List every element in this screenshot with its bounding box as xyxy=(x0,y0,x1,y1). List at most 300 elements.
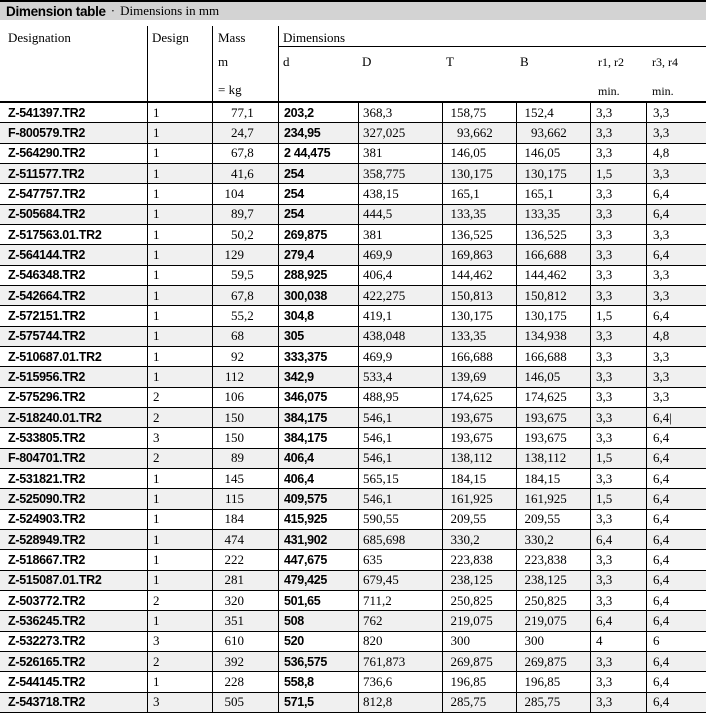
cell-r34: 6,4 xyxy=(646,449,706,468)
cell-mass: 222 xyxy=(212,550,278,569)
cell-T: 209 ,55 xyxy=(442,510,516,529)
cell-B: 93 ,662 xyxy=(516,123,590,142)
cell-mass: 112 xyxy=(212,367,278,386)
cell-r12: 3,3 xyxy=(590,103,646,122)
table-row xyxy=(0,469,706,489)
cell-mass: 281 xyxy=(212,571,278,590)
cell-mass: 129 xyxy=(212,245,278,264)
cell-d: 333,375 xyxy=(278,347,358,366)
cell-B: 193 ,675 xyxy=(516,408,590,427)
table-row xyxy=(0,286,706,306)
cell-mass: 351 xyxy=(212,611,278,630)
cell-d: 234,95 xyxy=(278,123,358,142)
cell-design: 1 xyxy=(147,123,212,142)
col-header-D: D xyxy=(362,54,372,69)
cell-D: 546,1 xyxy=(358,428,442,447)
cell-design: 1 xyxy=(147,672,212,691)
cell-designation[interactable]: Z-564290.TR2 xyxy=(8,146,85,161)
cell-r34: 3,3 xyxy=(646,164,706,183)
cell-B: 152 ,4 xyxy=(516,103,590,122)
cell-B: 136 ,525 xyxy=(516,225,590,244)
cell-B: 133 ,35 xyxy=(516,205,590,224)
cell-r34: 6,4| xyxy=(646,408,706,427)
cell-T: 93 ,662 xyxy=(442,123,516,142)
cell-d: 501,65 xyxy=(278,591,358,610)
cell-r34: 6,4 xyxy=(646,672,706,691)
cell-mass: 505 xyxy=(212,693,278,712)
cell-design: 1 xyxy=(147,144,212,163)
cell-D: 469,9 xyxy=(358,245,442,264)
cell-r34: 4,8 xyxy=(646,144,706,163)
table-row xyxy=(0,510,706,530)
cell-d: 254 xyxy=(278,205,358,224)
cell-design: 1 xyxy=(147,184,212,203)
table-row xyxy=(0,347,706,367)
table-row xyxy=(0,591,706,611)
cell-T: 150 ,813 xyxy=(442,286,516,305)
cell-T: 136 ,525 xyxy=(442,225,516,244)
cell-B: 250 ,825 xyxy=(516,591,590,610)
cell-D: 358,775 xyxy=(358,164,442,183)
cell-designation[interactable]: Z-543718.TR2 xyxy=(8,695,85,710)
cell-d: 254 xyxy=(278,164,358,183)
cell-r34: 6,4 xyxy=(646,571,706,590)
cell-d: 2 44,475 xyxy=(278,144,358,163)
cell-designation[interactable]: Z-515087.01.TR2 xyxy=(8,573,102,588)
cell-B: 165 ,1 xyxy=(516,184,590,203)
cell-designation[interactable]: Z-524903.TR2 xyxy=(8,512,85,527)
cell-designation[interactable]: Z-536245.TR2 xyxy=(8,613,85,628)
col-header-mass-unit: = kg xyxy=(218,82,242,97)
cell-T: 130 ,175 xyxy=(442,306,516,325)
cell-B: 300 xyxy=(516,632,590,651)
cell-T: 193 ,675 xyxy=(442,408,516,427)
cell-T: 174 ,625 xyxy=(442,388,516,407)
cell-r12: 3,3 xyxy=(590,428,646,447)
cell-T: 193 ,675 xyxy=(442,428,516,447)
cell-D: 381 xyxy=(358,144,442,163)
cell-B: 144 ,462 xyxy=(516,266,590,285)
cell-d: 384,175 xyxy=(278,408,358,427)
cell-mass: 41 ,6 xyxy=(212,164,278,183)
cell-r34: 6,4 xyxy=(646,306,706,325)
cell-D: 546,1 xyxy=(358,449,442,468)
cell-design: 1 xyxy=(147,510,212,529)
cell-T: 300 xyxy=(442,632,516,651)
col-group-dimensions: Dimensions xyxy=(283,30,346,45)
cell-r34: 6,4 xyxy=(646,652,706,671)
cell-design: 3 xyxy=(147,693,212,712)
cell-D: 711,2 xyxy=(358,591,442,610)
table-row xyxy=(0,388,706,408)
cell-r34: 3,3 xyxy=(646,123,706,142)
cell-D: 820 xyxy=(358,632,442,651)
cell-r12: 3,3 xyxy=(590,550,646,569)
cell-D: 438,048 xyxy=(358,327,442,346)
cell-d: 409,575 xyxy=(278,489,358,508)
title-separator-dot: · xyxy=(110,3,116,18)
cell-T: 238 ,125 xyxy=(442,571,516,590)
cell-D: 488,95 xyxy=(358,388,442,407)
cell-r34: 6,4 xyxy=(646,591,706,610)
cell-r12: 3,3 xyxy=(590,388,646,407)
table-row xyxy=(0,205,706,225)
cell-design: 1 xyxy=(147,611,212,630)
table-row xyxy=(0,693,706,713)
cell-r34: 3,3 xyxy=(646,347,706,366)
cell-B: 150 ,812 xyxy=(516,286,590,305)
cell-mass: 145 xyxy=(212,469,278,488)
cell-mass: 228 xyxy=(212,672,278,691)
table-row xyxy=(0,489,706,509)
cell-B: 330 ,2 xyxy=(516,530,590,549)
cell-d: 406,4 xyxy=(278,469,358,488)
cell-T: 158 ,75 xyxy=(442,103,516,122)
cell-d: 520 xyxy=(278,632,358,651)
cell-design: 3 xyxy=(147,428,212,447)
table-row xyxy=(0,571,706,591)
table-row xyxy=(0,652,706,672)
cell-mass: 77 ,1 xyxy=(212,103,278,122)
cell-d: 346,075 xyxy=(278,388,358,407)
cell-D: 565,15 xyxy=(358,469,442,488)
cell-T: 196 ,85 xyxy=(442,672,516,691)
cell-designation[interactable]: Z-542664.TR2 xyxy=(8,288,85,303)
cell-D: 381 xyxy=(358,225,442,244)
col-header-B: B xyxy=(520,54,529,69)
col-header-design: Design xyxy=(152,30,189,45)
cell-designation[interactable]: Z-515956.TR2 xyxy=(8,369,85,384)
cell-B: 193 ,675 xyxy=(516,428,590,447)
cell-B: 184 ,15 xyxy=(516,469,590,488)
cell-d: 508 xyxy=(278,611,358,630)
cell-d: 431,902 xyxy=(278,530,358,549)
cell-r34: 6,4 xyxy=(646,428,706,447)
cell-r12: 3,3 xyxy=(590,672,646,691)
cell-r12: 3,3 xyxy=(590,266,646,285)
cell-T: 250 ,825 xyxy=(442,591,516,610)
cell-D: 590,55 xyxy=(358,510,442,529)
col-header-r1-r2-min: min. xyxy=(598,84,620,98)
cell-r12: 1,5 xyxy=(590,489,646,508)
cell-T: 223 ,838 xyxy=(442,550,516,569)
cell-r12: 6,4 xyxy=(590,611,646,630)
cell-mass: 59 ,5 xyxy=(212,266,278,285)
cell-r34: 3,3 xyxy=(646,103,706,122)
cell-T: 165 ,1 xyxy=(442,184,516,203)
cell-r34: 6,4 xyxy=(646,184,706,203)
cell-design: 1 xyxy=(147,205,212,224)
cell-r34: 6,4 xyxy=(646,205,706,224)
cell-T: 330 ,2 xyxy=(442,530,516,549)
table-row xyxy=(0,123,706,143)
cell-designation[interactable]: Z-525090.TR2 xyxy=(8,491,85,506)
cell-d: 536,575 xyxy=(278,652,358,671)
cell-B: 209 ,55 xyxy=(516,510,590,529)
cell-D: 422,275 xyxy=(358,286,442,305)
cell-design: 1 xyxy=(147,266,212,285)
cell-B: 238 ,125 xyxy=(516,571,590,590)
table-row xyxy=(0,306,706,326)
cell-d: 254 xyxy=(278,184,358,203)
cell-B: 161 ,925 xyxy=(516,489,590,508)
page-subtitle: Dimensions in mm xyxy=(120,3,220,18)
cell-d: 571,5 xyxy=(278,693,358,712)
dimensions-group-underline xyxy=(278,46,706,47)
header-divider xyxy=(278,26,279,101)
table-row xyxy=(0,164,706,184)
cell-d: 406,4 xyxy=(278,449,358,468)
cell-D: 327,025 xyxy=(358,123,442,142)
table-row xyxy=(0,550,706,570)
cell-design: 1 xyxy=(147,550,212,569)
cell-r34: 3,3 xyxy=(646,225,706,244)
cell-design: 1 xyxy=(147,469,212,488)
cell-designation[interactable]: F-804701.TR2 xyxy=(8,451,85,466)
cell-D: 762 xyxy=(358,611,442,630)
cell-designation[interactable]: Z-533805.TR2 xyxy=(8,430,85,445)
cell-B: 174 ,625 xyxy=(516,388,590,407)
cell-D: 761,873 xyxy=(358,652,442,671)
cell-D: 635 xyxy=(358,550,442,569)
cell-design: 1 xyxy=(147,530,212,549)
cell-B: 223 ,838 xyxy=(516,550,590,569)
cell-d: 384,175 xyxy=(278,428,358,447)
cell-design: 2 xyxy=(147,449,212,468)
cell-design: 1 xyxy=(147,164,212,183)
cell-T: 146 ,05 xyxy=(442,144,516,163)
cell-T: 285 ,75 xyxy=(442,693,516,712)
cell-designation[interactable]: Z-518240.01.TR2 xyxy=(8,410,102,425)
cell-mass: 150 xyxy=(212,428,278,447)
cell-designation[interactable]: Z-544145.TR2 xyxy=(8,674,85,689)
cell-designation[interactable]: Z-572151.TR2 xyxy=(8,308,85,323)
cell-r12: 3,3 xyxy=(590,469,646,488)
table-body xyxy=(0,103,706,713)
cell-d: 269,875 xyxy=(278,225,358,244)
table-row xyxy=(0,611,706,631)
cell-mass: 104 xyxy=(212,184,278,203)
cell-mass: 610 xyxy=(212,632,278,651)
cell-designation[interactable]: Z-575296.TR2 xyxy=(8,390,85,405)
cell-d: 415,925 xyxy=(278,510,358,529)
cell-T: 138 ,112 xyxy=(442,449,516,468)
table-row xyxy=(0,449,706,469)
table-row xyxy=(0,428,706,448)
cell-B: 138 ,112 xyxy=(516,449,590,468)
cell-D: 679,45 xyxy=(358,571,442,590)
cell-designation[interactable]: Z-532273.TR2 xyxy=(8,634,85,649)
cell-mass: 115 xyxy=(212,489,278,508)
table-row xyxy=(0,245,706,265)
cell-design: 1 xyxy=(147,306,212,325)
cell-r12: 3,3 xyxy=(590,245,646,264)
cell-r34: 6 xyxy=(646,632,706,651)
cell-r34: 3,3 xyxy=(646,367,706,386)
cell-mass: 24 ,7 xyxy=(212,123,278,142)
cell-mass: 184 xyxy=(212,510,278,529)
col-header-mass-symbol: m xyxy=(218,54,229,69)
table-row xyxy=(0,632,706,652)
cell-mass: 92 xyxy=(212,347,278,366)
cell-designation[interactable]: Z-518667.TR2 xyxy=(8,552,85,567)
cell-r12: 3,3 xyxy=(590,652,646,671)
cell-B: 285 ,75 xyxy=(516,693,590,712)
cell-r12: 3,3 xyxy=(590,184,646,203)
cell-r34: 6,4 xyxy=(646,530,706,549)
cell-T: 219 ,075 xyxy=(442,611,516,630)
cell-mass: 89 ,7 xyxy=(212,205,278,224)
table-row xyxy=(0,327,706,347)
cell-mass: 50 ,2 xyxy=(212,225,278,244)
table-row xyxy=(0,367,706,387)
header-divider xyxy=(147,26,148,101)
cell-designation[interactable]: Z-546348.TR2 xyxy=(8,268,85,283)
cell-r34: 6,4 xyxy=(646,510,706,529)
cell-T: 144 ,462 xyxy=(442,266,516,285)
cell-r34: 6,4 xyxy=(646,489,706,508)
cell-design: 1 xyxy=(147,225,212,244)
page-title: Dimension table xyxy=(6,3,106,19)
col-header-r3-r4-min: min. xyxy=(652,84,674,98)
table-row xyxy=(0,225,706,245)
table-row xyxy=(0,144,706,164)
cell-mass: 106 xyxy=(212,388,278,407)
cell-D: 406,4 xyxy=(358,266,442,285)
cell-r34: 6,4 xyxy=(646,245,706,264)
cell-designation[interactable]: Z-575744.TR2 xyxy=(8,329,85,344)
cell-D: 685,698 xyxy=(358,530,442,549)
cell-r12: 3,3 xyxy=(590,510,646,529)
cell-D: 469,9 xyxy=(358,347,442,366)
cell-designation[interactable]: Z-517563.01.TR2 xyxy=(8,227,102,242)
cell-design: 1 xyxy=(147,327,212,346)
cell-design: 2 xyxy=(147,408,212,427)
cell-B: 219 ,075 xyxy=(516,611,590,630)
cell-design: 1 xyxy=(147,367,212,386)
cell-r12: 3,3 xyxy=(590,408,646,427)
cell-r34: 4,8 xyxy=(646,327,706,346)
cell-d: 304,8 xyxy=(278,306,358,325)
cell-designation[interactable]: F-800579.TR2 xyxy=(8,125,85,140)
cell-B: 146 ,05 xyxy=(516,144,590,163)
cell-d: 305 xyxy=(278,327,358,346)
cell-design: 3 xyxy=(147,632,212,651)
cell-B: 130 ,175 xyxy=(516,164,590,183)
cell-D: 812,8 xyxy=(358,693,442,712)
cell-r12: 3,3 xyxy=(590,327,646,346)
cell-designation[interactable]: Z-526165.TR2 xyxy=(8,654,85,669)
cell-design: 1 xyxy=(147,245,212,264)
cell-B: 146 ,05 xyxy=(516,367,590,386)
cell-mass: 320 xyxy=(212,591,278,610)
cell-r34: 6,4 xyxy=(646,693,706,712)
cell-mass: 67 ,8 xyxy=(212,144,278,163)
cell-design: 1 xyxy=(147,347,212,366)
table-row xyxy=(0,530,706,550)
col-header-r3-r4: r3, r4 xyxy=(652,55,678,69)
cell-design: 1 xyxy=(147,489,212,508)
cell-D: 368,3 xyxy=(358,103,442,122)
cell-T: 269 ,875 xyxy=(442,652,516,671)
cell-B: 130 ,175 xyxy=(516,306,590,325)
cell-mass: 89 xyxy=(212,449,278,468)
cell-designation[interactable]: Z-541397.TR2 xyxy=(8,105,85,120)
cell-r12: 3,3 xyxy=(590,205,646,224)
cell-D: 419,1 xyxy=(358,306,442,325)
cell-B: 134 ,938 xyxy=(516,327,590,346)
cell-r12: 6,4 xyxy=(590,530,646,549)
cell-r12: 3,3 xyxy=(590,693,646,712)
cell-D: 546,1 xyxy=(358,408,442,427)
header-divider xyxy=(212,26,213,101)
cell-mass: 67 ,8 xyxy=(212,286,278,305)
cell-T: 169 ,863 xyxy=(442,245,516,264)
cell-r34: 3,3 xyxy=(646,286,706,305)
cell-D: 444,5 xyxy=(358,205,442,224)
table-row xyxy=(0,266,706,286)
cell-r12: 3,3 xyxy=(590,571,646,590)
cell-mass: 68 xyxy=(212,327,278,346)
cell-T: 166 ,688 xyxy=(442,347,516,366)
cell-D: 546,1 xyxy=(358,489,442,508)
cell-B: 166 ,688 xyxy=(516,347,590,366)
cell-design: 1 xyxy=(147,286,212,305)
col-header-T: T xyxy=(446,54,454,69)
cell-designation[interactable]: Z-510687.01.TR2 xyxy=(8,349,102,364)
cell-r12: 1,5 xyxy=(590,306,646,325)
cell-designation[interactable]: Z-531821.TR2 xyxy=(8,471,85,486)
cell-mass: 392 xyxy=(212,652,278,671)
cell-d: 447,675 xyxy=(278,550,358,569)
col-header-d: d xyxy=(283,54,290,69)
cell-design: 2 xyxy=(147,388,212,407)
cell-designation[interactable]: Z-511577.TR2 xyxy=(8,166,85,181)
cell-d: 342,9 xyxy=(278,367,358,386)
cell-r34: 6,4 xyxy=(646,550,706,569)
cell-r34: 6,4 xyxy=(646,469,706,488)
table-header xyxy=(0,26,706,103)
cell-T: 184 ,15 xyxy=(442,469,516,488)
cell-r12: 3,3 xyxy=(590,225,646,244)
cell-D: 736,6 xyxy=(358,672,442,691)
cell-r34: 3,3 xyxy=(646,266,706,285)
col-header-designation: Designation xyxy=(8,30,71,45)
table-row xyxy=(0,103,706,123)
cell-designation[interactable]: Z-547757.TR2 xyxy=(8,186,85,201)
table-row xyxy=(0,672,706,692)
cell-mass: 55 ,2 xyxy=(212,306,278,325)
cell-r34: 3,3 xyxy=(646,388,706,407)
cell-r12: 1,5 xyxy=(590,449,646,468)
cell-designation[interactable]: Z-505684.TR2 xyxy=(8,207,85,222)
cell-designation[interactable]: Z-564144.TR2 xyxy=(8,247,85,262)
cell-design: 1 xyxy=(147,571,212,590)
cell-d: 558,8 xyxy=(278,672,358,691)
col-header-r1-r2: r1, r2 xyxy=(598,55,624,69)
cell-designation[interactable]: Z-528949.TR2 xyxy=(8,532,85,547)
cell-mass: 150 xyxy=(212,408,278,427)
cell-T: 133 ,35 xyxy=(442,327,516,346)
cell-B: 196 ,85 xyxy=(516,672,590,691)
col-header-mass: Mass xyxy=(218,30,246,45)
cell-r12: 3,3 xyxy=(590,591,646,610)
cell-d: 279,4 xyxy=(278,245,358,264)
cell-r34: 6,4 xyxy=(646,611,706,630)
cell-mass: 474 xyxy=(212,530,278,549)
cell-designation[interactable]: Z-503772.TR2 xyxy=(8,593,85,608)
cell-d: 479,425 xyxy=(278,571,358,590)
